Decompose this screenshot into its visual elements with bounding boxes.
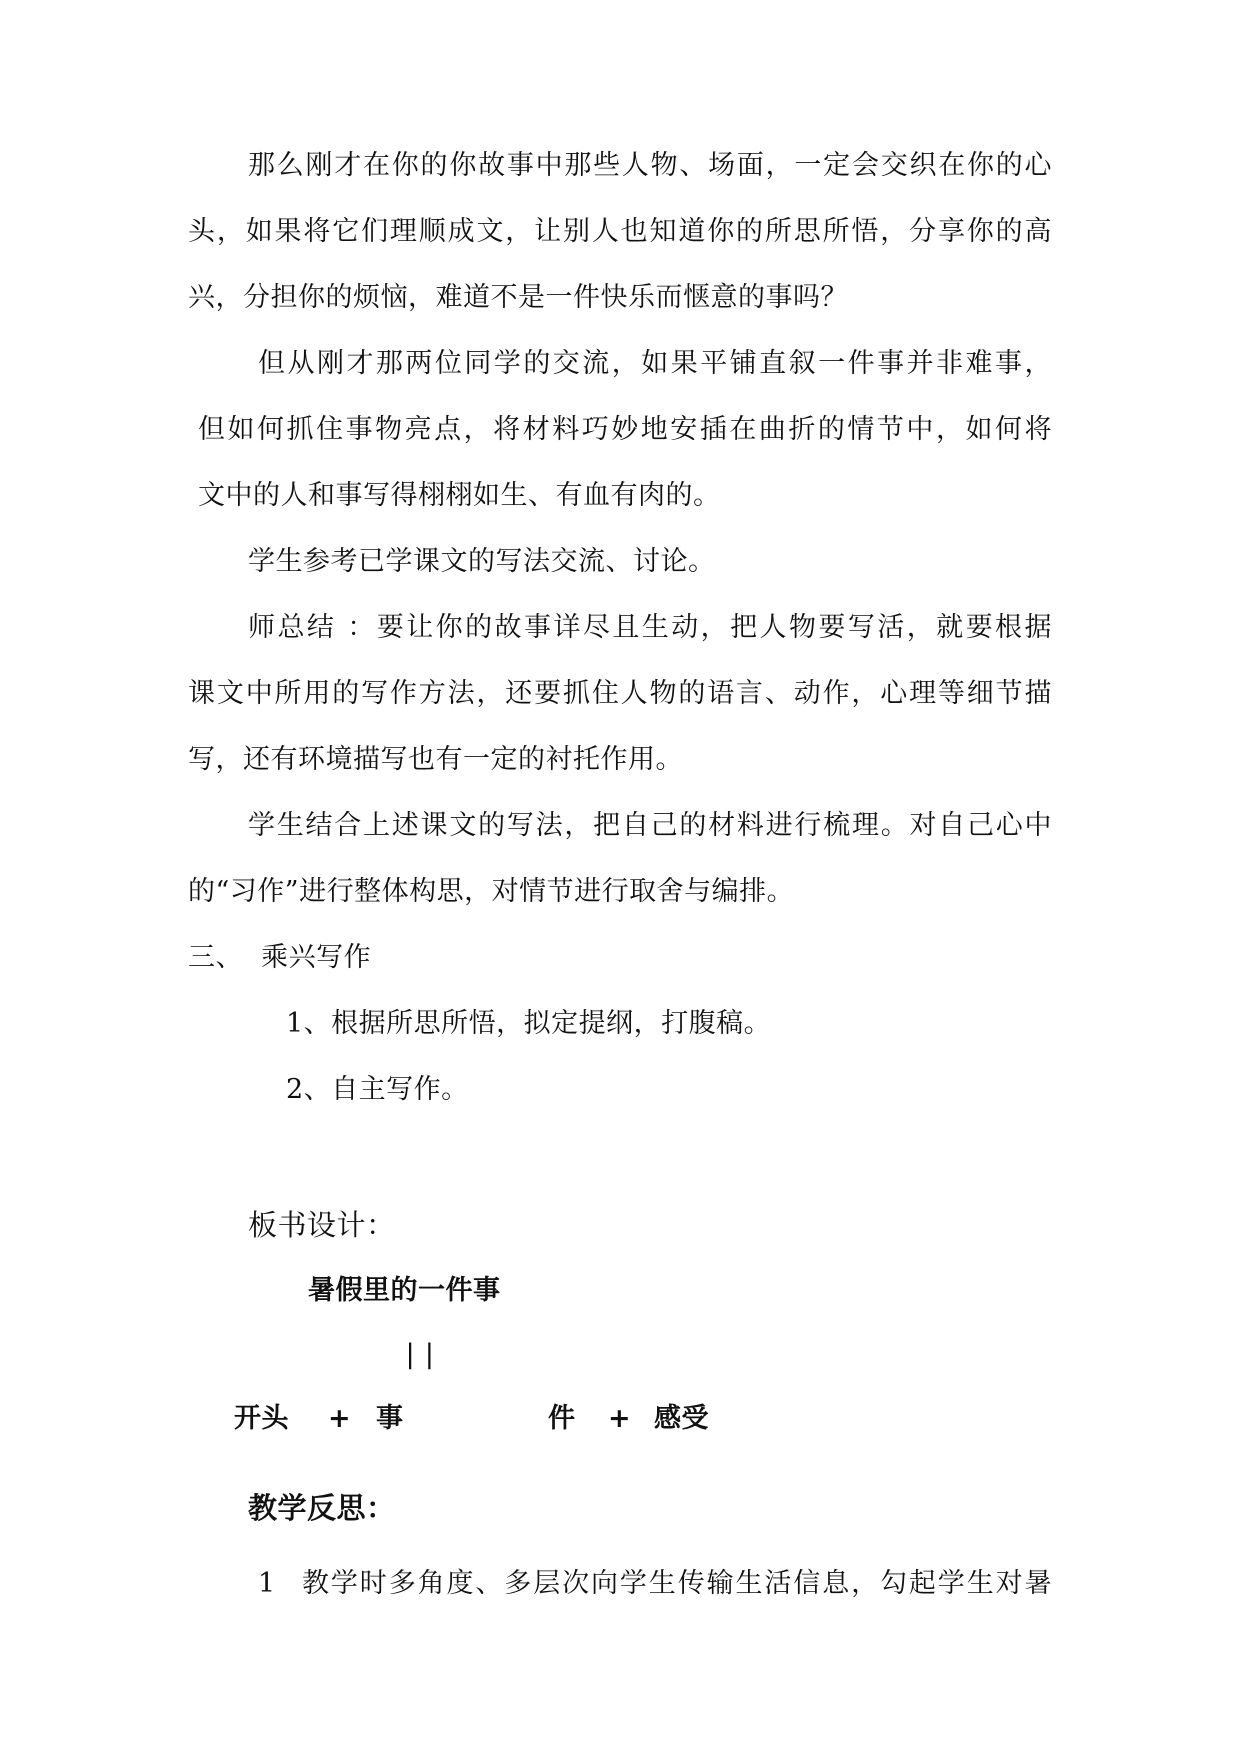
paragraph-line: 文中的人和事写得栩栩如生、有血有肉的。 bbox=[198, 480, 721, 511]
paragraph-line: 学生结合上述课文的写法，把自己的材料进行梳理。对自己心中 bbox=[248, 810, 1052, 841]
paragraph-line: 那么刚才在你的你故事中那些人物、场面，一定会交织在你的心 bbox=[248, 150, 1052, 181]
paragraph-line: 但从刚才那两位同学的交流，如果平铺直叙一件事并非难事， bbox=[258, 348, 1052, 379]
reflection-heading: 教学反思： bbox=[248, 1491, 396, 1525]
board-part-event-2: 件 bbox=[548, 1403, 576, 1434]
paragraph-line: 师总结 ：要让你的故事详尽且生动，把人物要写活，就要根据 bbox=[248, 612, 1052, 643]
board-part-event-1: 事 bbox=[376, 1403, 404, 1434]
board-plus: + bbox=[328, 1403, 352, 1434]
paragraph-line: 学生参考已学课文的写法交流、讨论。 bbox=[248, 546, 716, 577]
paragraph-line: 头，如果将它们理顺成文，让别人也知道你的所思所悟，分享你的高 bbox=[188, 216, 1052, 247]
paragraph-line: 的“习作”进行整体构思，对情节进行取舍与编排。 bbox=[188, 876, 795, 907]
paragraph-line: 兴，分担你的烦恼，难道不是一件快乐而惬意的事吗？ bbox=[188, 282, 848, 313]
board-label: 板书设计： bbox=[248, 1208, 396, 1242]
board-part-opening: 开头 bbox=[234, 1403, 289, 1434]
reflection-item-text: 教学时多角度、多层次向学生传输生活信息，勾起学生对暑 bbox=[302, 1568, 1052, 1599]
paragraph-line: 写，还有环境描写也有一定的衬托作用。 bbox=[188, 744, 683, 775]
paragraph-line: 但如何抓住事物亮点，将材料巧妙地安插在曲折的情节中，如何将 bbox=[198, 414, 1052, 445]
list-item: 1、根据所思所悟，拟定提纲，打腹稿。 bbox=[286, 1008, 772, 1039]
board-plus: + bbox=[608, 1403, 632, 1434]
list-item: 2、自主写作。 bbox=[286, 1074, 469, 1105]
board-part-feeling: 感受 bbox=[654, 1403, 709, 1434]
board-connector: || bbox=[402, 1339, 441, 1370]
reflection-item-number: 1 bbox=[258, 1568, 276, 1599]
section-heading: 三、 乘兴写作 bbox=[188, 942, 372, 973]
board-title: 暑假里的一件事 bbox=[308, 1275, 501, 1306]
paragraph-line: 课文中所用的写作方法，还要抓住人物的语言、动作，心理等细节描 bbox=[188, 678, 1052, 709]
